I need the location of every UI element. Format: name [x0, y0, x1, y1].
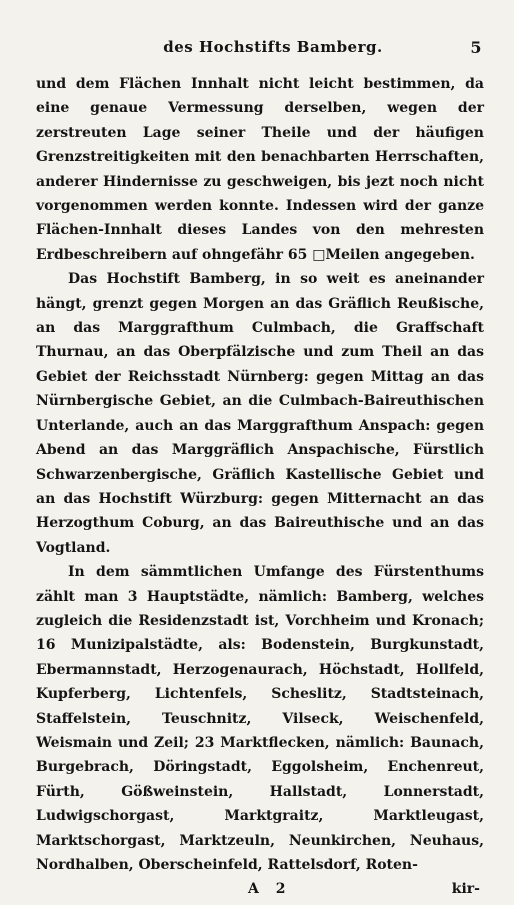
paragraph-1: und dem Flächen Innhalt nicht leicht bestimmen, da eine genaue Vermessung derselben, wegen der zerstreuten Lage seiner Theile und der häufigen Grenzstreitigkeiten mit den benachbarten Herrschaften, anderer Hindernisse zu geschweigen, bis jezt noch nicht vorgenommen werden konnte. Indessen wird der ganze Flächen-Innhalt dieses Landes von den mehresten Erdbeschreibern auf ohngefähr 65 □Meilen angegeben. [36, 76, 484, 263]
page-footer [36, 881, 484, 905]
running-title: des Hochstifts Bamberg. [163, 38, 383, 56]
catchword: kir- [451, 881, 480, 898]
paragraph-2: Das Hochstift Bamberg, in so weit es aneinander hängt, grenzt gegen Morgen an das Gräflich Reußische, an das Marggrafthum Culmbach, die Graffschaft Thurnau, an das Oberpfälzische und zum Theil an das Gebiet der Reichsstadt Nürnberg: gegen Mittag an das Nürnbergische Gebiet, an die Culmbach-Baireuthischen Unterlande, auch an das Marggrafthum Anspach: gegen Abend an das Marggräflich Anspachische, Fürstlich Schwarzenbergische, Gräflich Kastellische Gebiet und an das Hochstift Würzburg: gegen Mitternacht an das Herzogthum Coburg, an das Baireuthische und an das Vogtland. [36, 271, 484, 556]
paragraph-3: In dem sämmtlichen Umfange des Fürstenthums zählt man 3 Hauptstädte, nämlich: Bamberg, welches zugleich die Residenzstadt ist, Vorchheim und Kronach; 16 Munizipalstädte, als: Bodenstein, Burgkunstadt, Ebermannstadt, Herzogenaurach, Höchstadt, Hollfeld, Kupferberg, Lichtenfels, Scheslitz, Stadtsteinach, Staffelstein, Teuschnitz, Vilseck, Weischenfeld, Weismain und Zeil; 23 Marktflecken, nämlich: Baunach, Burgebrach, Döringstadt, Eggolsheim, Enchenreut, Fürth, Gößweinstein, Hallstadt, Lonnerstadt, Ludwigschorgast, Marktgraitz, Marktleugast, Marktschorgast, Marktzeuln, Neunkirchen, Neuhaus, Nordhalben, Oberscheinfeld, Rattelsdorf, Roten- [36, 564, 484, 873]
page-number: 5 [470, 38, 482, 57]
page-header [36, 38, 484, 72]
signature-mark: A 2 [248, 881, 292, 898]
page-body [36, 72, 484, 877]
